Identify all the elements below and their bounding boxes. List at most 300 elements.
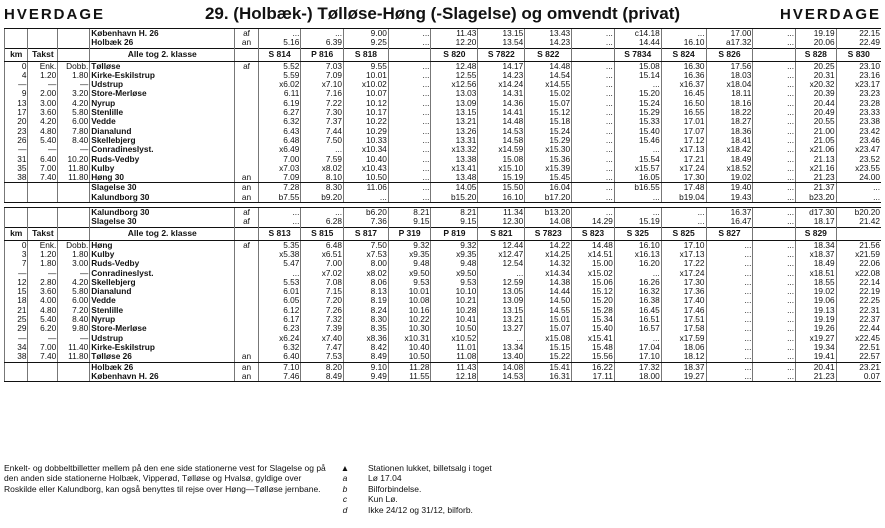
cell: 18.49 — [796, 259, 837, 268]
cell: 10.50 — [344, 173, 389, 183]
cell: ... — [706, 324, 753, 333]
cell: S 830 — [836, 48, 881, 61]
cell: b6.20 — [344, 208, 389, 218]
station-name: Store-Merløse — [90, 89, 235, 98]
cell: 17.30 — [661, 173, 706, 183]
station-name: Høng 30 — [90, 173, 235, 183]
cell: 11.06 — [344, 183, 389, 193]
cell: 7.50 — [301, 136, 344, 145]
cell: ... — [661, 217, 706, 227]
cell: S 813 — [258, 227, 301, 240]
cell: 17.32 — [614, 362, 661, 372]
station-name: Dianalund — [90, 287, 235, 296]
cell: 5.47 — [258, 259, 301, 268]
cell: ... — [572, 193, 615, 203]
cell: 6.32 — [258, 117, 301, 126]
cell: af — [235, 208, 258, 218]
cell: ... — [388, 145, 431, 154]
cell: 21.00 — [796, 127, 837, 136]
cell: 14.54 — [525, 71, 572, 80]
cell: 16.20 — [614, 259, 661, 268]
cell: 21.05 — [796, 136, 837, 145]
cell: 11.34 — [478, 208, 525, 218]
cell — [235, 324, 258, 333]
station-name: København H. 26 — [90, 29, 235, 39]
cell: — — [28, 334, 58, 343]
cell — [28, 372, 58, 382]
cell: P 819 — [431, 227, 478, 240]
footnote-text: Bilforbindelse. — [368, 483, 422, 494]
cell: 15.12 — [572, 287, 615, 296]
cell: x16.37 — [661, 80, 706, 89]
cell: ... — [614, 208, 661, 218]
cell: ... — [753, 343, 796, 352]
cell: 3.00 — [28, 99, 58, 108]
station-row — [5, 108, 882, 117]
cell: 10.30 — [388, 324, 431, 333]
cell: 19.13 — [796, 306, 837, 315]
cell: 18.37 — [661, 362, 706, 372]
cell: 14.44 — [525, 287, 572, 296]
cell: ... — [753, 352, 796, 362]
cell: 11.40 — [58, 343, 90, 352]
cell: km — [5, 227, 28, 240]
cell: 21.37 — [796, 183, 837, 193]
cell: 5.40 — [28, 136, 58, 145]
cell: 15 — [5, 287, 28, 296]
cell: x7.40 — [301, 334, 344, 343]
cell: an — [235, 193, 258, 203]
cell: S 822 — [525, 48, 572, 61]
cell: 9.25 — [344, 38, 389, 48]
cell: 15.28 — [572, 306, 615, 315]
cell: 18.06 — [661, 343, 706, 352]
cell: d17.30 — [796, 208, 837, 218]
cell: 18.41 — [706, 136, 753, 145]
station-name: Kalundborg 30 — [90, 193, 235, 203]
cell — [5, 183, 28, 193]
station-row — [5, 352, 882, 362]
cell — [5, 38, 28, 48]
cell: 16.10 — [478, 193, 525, 203]
cell: 15.41 — [525, 362, 572, 372]
cell — [5, 372, 28, 382]
cell: 16.45 — [614, 306, 661, 315]
cell: 19.02 — [706, 173, 753, 183]
cell: 7.28 — [258, 183, 301, 193]
cell: 22.19 — [836, 287, 881, 296]
connection-row — [5, 38, 882, 48]
cell: 10.22 — [388, 315, 431, 324]
cell — [235, 99, 258, 108]
cell: 14.50 — [525, 296, 572, 305]
cell — [58, 48, 90, 61]
cell: 35 — [5, 164, 28, 173]
cell: 9.55 — [344, 61, 389, 71]
station-name: Skellebjerg — [90, 136, 235, 145]
footnote-key: ▲ — [340, 463, 350, 473]
cell: 5.53 — [258, 278, 301, 287]
station-row — [5, 145, 882, 154]
station-name: Ruds-Vedby — [90, 155, 235, 164]
cell: ... — [753, 155, 796, 164]
cell: 13.03 — [431, 89, 478, 98]
cell: ... — [753, 306, 796, 315]
cell: 3.20 — [58, 89, 90, 98]
cell: ... — [478, 334, 525, 343]
cell: 1.80 — [58, 250, 90, 259]
cell: 17.30 — [661, 278, 706, 287]
cell: — — [28, 269, 58, 278]
cell: ... — [572, 183, 615, 193]
cell: S 823 — [572, 227, 615, 240]
cell: ... — [614, 145, 661, 154]
cell: b17.20 — [525, 193, 572, 203]
cell: 14.05 — [431, 183, 478, 193]
cell: ... — [572, 29, 615, 39]
cell: 18 — [5, 296, 28, 305]
cell: 10.08 — [388, 296, 431, 305]
cell: 22.49 — [836, 38, 881, 48]
cell: 17.04 — [614, 343, 661, 352]
cell: 19.19 — [796, 315, 837, 324]
cell: 23.38 — [836, 117, 881, 126]
cell: ... — [753, 217, 796, 227]
cell: ... — [753, 145, 796, 154]
cell: 5.16 — [258, 38, 301, 48]
cell: ... — [753, 362, 796, 372]
cell: 15.18 — [525, 117, 572, 126]
cell: ... — [753, 324, 796, 333]
cell: ... — [753, 164, 796, 173]
cell: 14.53 — [478, 372, 525, 382]
day-label-right: HVERDAGE — [779, 6, 881, 23]
cell: 15.12 — [525, 108, 572, 117]
cell: ... — [572, 71, 615, 80]
cell: 17.11 — [572, 372, 615, 382]
cell: x8.02 — [344, 269, 389, 278]
cell: ... — [753, 296, 796, 305]
station-name: Tølløse — [90, 61, 235, 71]
cell: 18.27 — [706, 117, 753, 126]
cell: 17.51 — [661, 315, 706, 324]
cell: 15.48 — [572, 343, 615, 352]
cell: 11.43 — [431, 362, 478, 372]
cell: — — [5, 145, 28, 154]
cell: 18.00 — [614, 372, 661, 382]
cell: x12.56 — [431, 80, 478, 89]
cell: ... — [388, 38, 431, 48]
cell: x23.47 — [836, 145, 881, 154]
cell: 13.40 — [478, 352, 525, 362]
cell: ... — [388, 61, 431, 71]
cell — [58, 193, 90, 203]
cell: 23.28 — [836, 99, 881, 108]
cell: 16.37 — [706, 208, 753, 218]
cell: km — [5, 48, 28, 61]
cell: Dobb. — [58, 240, 90, 250]
cell: 20.55 — [796, 117, 837, 126]
cell: 22.31 — [836, 306, 881, 315]
cell: ... — [388, 136, 431, 145]
cell: x12.47 — [478, 250, 525, 259]
connection-row — [5, 29, 882, 39]
cell: 14.17 — [478, 61, 525, 71]
cell: x7.02 — [301, 269, 344, 278]
cell: 14.48 — [525, 61, 572, 71]
cell: x10.02 — [344, 80, 389, 89]
cell: x14.59 — [478, 145, 525, 154]
cell: 11.80 — [58, 173, 90, 183]
cell: S 820 — [431, 48, 478, 61]
footnotes — [340, 463, 880, 515]
cell: x10.43 — [344, 164, 389, 173]
cell: 3 — [5, 250, 28, 259]
station-row — [5, 99, 882, 108]
cell: b9.20 — [301, 193, 344, 203]
cell: 9.53 — [431, 278, 478, 287]
footnote-key: b — [342, 483, 348, 494]
cell — [235, 80, 258, 89]
cell: 15.34 — [572, 315, 615, 324]
cell: ... — [753, 127, 796, 136]
cell: ... — [706, 334, 753, 343]
cell: 7.00 — [258, 155, 301, 164]
cell: 11.80 — [58, 164, 90, 173]
cell: 7.00 — [28, 343, 58, 352]
cell: 6.43 — [258, 127, 301, 136]
cell: x6.49 — [258, 145, 301, 154]
cell: 16.05 — [614, 173, 661, 183]
cell: 15.22 — [525, 352, 572, 362]
station-row — [5, 278, 882, 287]
cell: 7.40 — [28, 173, 58, 183]
cell: af — [235, 217, 258, 227]
cell: 10.16 — [388, 306, 431, 315]
cell: 17.22 — [661, 259, 706, 268]
cell: b20.20 — [836, 208, 881, 218]
cell: 0 — [5, 61, 28, 71]
cell: 20.06 — [796, 38, 837, 48]
cell: 7.40 — [28, 352, 58, 362]
cell: 14.29 — [572, 217, 615, 227]
cell: 13.15 — [478, 306, 525, 315]
cell: 8.30 — [344, 315, 389, 324]
cell: 19.40 — [706, 183, 753, 193]
cell — [58, 38, 90, 48]
footnote — [340, 463, 880, 473]
cell: x21.59 — [836, 250, 881, 259]
train-number-row — [5, 48, 882, 61]
cell: 6.11 — [258, 89, 301, 98]
cell — [5, 208, 28, 218]
cell: S 824 — [661, 48, 706, 61]
connection-row — [5, 362, 882, 372]
cell: 3.60 — [28, 108, 58, 117]
cell: S 826 — [706, 48, 753, 61]
cell: 6.00 — [58, 117, 90, 126]
cell: S 7834 — [614, 48, 661, 61]
cell: 14.38 — [525, 278, 572, 287]
cell: Dobb. — [58, 61, 90, 71]
cell — [28, 208, 58, 218]
cell: 14.58 — [478, 136, 525, 145]
cell — [235, 136, 258, 145]
cell — [58, 29, 90, 39]
cell: 23.52 — [836, 155, 881, 164]
cell: 15.40 — [572, 324, 615, 333]
cell: 14.36 — [478, 99, 525, 108]
cell: x10.34 — [344, 145, 389, 154]
station-name: Vedde — [90, 296, 235, 305]
cell: 2.00 — [28, 89, 58, 98]
cell: ... — [572, 38, 615, 48]
cell: 6.40 — [258, 352, 301, 362]
cell: 15.02 — [525, 89, 572, 98]
cell: an — [235, 352, 258, 362]
cell: 10.40 — [388, 343, 431, 352]
cell: 4.00 — [28, 296, 58, 305]
cell: 15.54 — [614, 155, 661, 164]
cell: 0.07 — [836, 372, 881, 382]
cell: ... — [572, 99, 615, 108]
footnote-text: Lø 17.04 — [368, 473, 402, 484]
station-row — [5, 306, 882, 315]
cell: 23.10 — [836, 61, 881, 71]
footnote — [340, 484, 880, 494]
cell: ... — [706, 315, 753, 324]
cell: 6.48 — [258, 136, 301, 145]
cell: x6.51 — [301, 250, 344, 259]
cell: ... — [388, 108, 431, 117]
cell: 13.09 — [478, 296, 525, 305]
cell: 15.20 — [614, 89, 661, 98]
cell: 22.51 — [836, 343, 881, 352]
cell: ... — [388, 183, 431, 193]
cell: ... — [753, 99, 796, 108]
station-name: Slagelse 30 — [90, 217, 235, 227]
cell: 15.50 — [478, 183, 525, 193]
cell: ... — [572, 145, 615, 154]
cell: 20.39 — [796, 89, 837, 98]
cell: x15.10 — [478, 164, 525, 173]
cell: an — [235, 372, 258, 382]
cell: 8.40 — [58, 136, 90, 145]
cell: 10.29 — [344, 127, 389, 136]
cell: x16.13 — [614, 250, 661, 259]
cell: 17 — [5, 108, 28, 117]
cell: 1.80 — [58, 71, 90, 80]
cell: 5.59 — [258, 71, 301, 80]
cell: 3.60 — [28, 287, 58, 296]
cell: 7.22 — [301, 99, 344, 108]
station-row — [5, 240, 882, 250]
cell: 17.58 — [661, 324, 706, 333]
cell: 15.01 — [525, 315, 572, 324]
station-name: Kulby — [90, 250, 235, 259]
cell — [235, 164, 258, 173]
cell: 19.26 — [796, 324, 837, 333]
cell: 6.48 — [301, 240, 344, 250]
cell: ... — [614, 193, 661, 203]
cell: 7.47 — [301, 343, 344, 352]
cell: ... — [661, 29, 706, 39]
cell: x8.02 — [301, 164, 344, 173]
station-name: Vedde — [90, 117, 235, 126]
ticket-note: Enkelt- og dobbeltbilletter mellem på den ene side stationerne vest for Slagelse og på den anden side stationerne Holbæk, Vipperød, Tølløse og Hvalsø, gyldige over Roskilde eller Kalundborg, kan også benyttes til rejse over Høng—Tølløse jernbane. — [4, 463, 326, 494]
cell — [572, 48, 615, 61]
cell: x18.37 — [796, 250, 837, 259]
cell: 13.34 — [478, 343, 525, 352]
cell: 16.57 — [614, 324, 661, 333]
cell: 20.31 — [796, 71, 837, 80]
cell: 7.37 — [301, 117, 344, 126]
cell: ... — [388, 173, 431, 183]
cell: x18.42 — [706, 145, 753, 154]
cell: x23.17 — [836, 80, 881, 89]
cell — [28, 38, 58, 48]
cell: 16.10 — [661, 38, 706, 48]
cell: 10.40 — [344, 155, 389, 164]
cell: 15.00 — [572, 259, 615, 268]
cell: x14.51 — [572, 250, 615, 259]
cell: 13 — [5, 99, 28, 108]
station-name: Høng — [90, 240, 235, 250]
cell: ... — [572, 117, 615, 126]
cell: x20.32 — [796, 80, 837, 89]
cell: 10.01 — [344, 71, 389, 80]
cell: 22.15 — [836, 29, 881, 39]
cell — [235, 155, 258, 164]
cell: 14.53 — [478, 127, 525, 136]
station-name: Stenlille — [90, 306, 235, 315]
cell: ... — [388, 164, 431, 173]
station-name: Kirke-Eskilstrup — [90, 71, 235, 80]
cell: 7.39 — [301, 324, 344, 333]
cell: 22.37 — [836, 315, 881, 324]
cell: 14.22 — [525, 240, 572, 250]
cell: 22.57 — [836, 352, 881, 362]
cell: an — [235, 173, 258, 183]
cell: 15.07 — [525, 99, 572, 108]
cell: S 829 — [796, 227, 837, 240]
cell: 13.27 — [478, 324, 525, 333]
cell: ... — [753, 173, 796, 183]
cell: ... — [258, 269, 301, 278]
cell: 14.23 — [525, 38, 572, 48]
cell: S 814 — [258, 48, 301, 61]
station-name: Store-Merløse — [90, 324, 235, 333]
cell: 7.00 — [28, 164, 58, 173]
cell: 13.54 — [478, 38, 525, 48]
cell: 16.30 — [661, 61, 706, 71]
cell — [235, 127, 258, 136]
footnote-key: a — [342, 473, 348, 484]
cell: 4.80 — [28, 306, 58, 315]
cell: 15.20 — [572, 296, 615, 305]
station-name: Kalundborg 30 — [90, 208, 235, 218]
cell: 9.49 — [344, 372, 389, 382]
cell: 5.80 — [58, 108, 90, 117]
station-name: Conradineslyst. — [90, 269, 235, 278]
station-name: Udstrup — [90, 80, 235, 89]
cell: b23.20 — [796, 193, 837, 203]
cell: 14.48 — [478, 117, 525, 126]
cell: Takst — [28, 48, 58, 61]
station-row — [5, 259, 882, 268]
cell: 21.56 — [836, 240, 881, 250]
cell: x9.50 — [388, 269, 431, 278]
